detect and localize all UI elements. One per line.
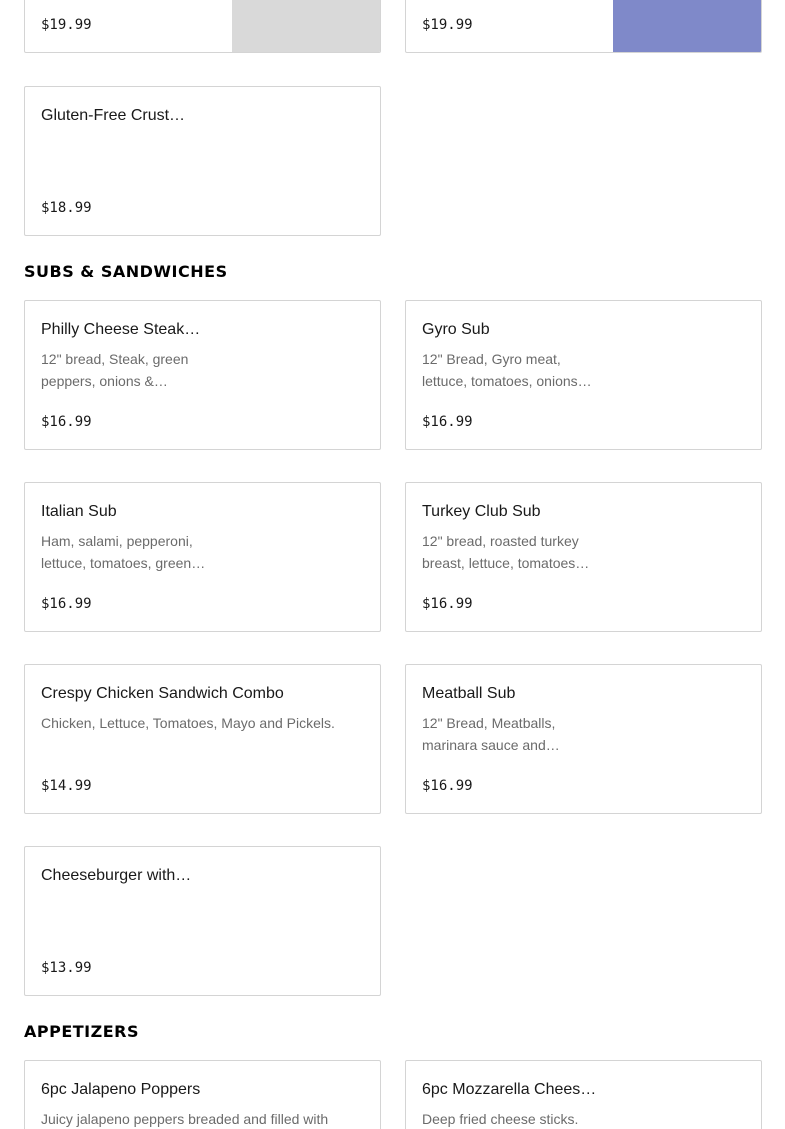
menu-item-card[interactable] [405,482,762,632]
item-price: $16.99 [422,414,473,430]
item-price: $14.99 [41,778,92,794]
menu-item-card[interactable] [405,664,762,814]
item-name: Cheeseburger with… [41,867,192,884]
item-name: Philly Cheese Steak… [41,321,201,338]
item-price: $16.99 [41,414,92,430]
menu-item-card[interactable] [405,300,762,450]
section-title-subs: SUBS & SANDWICHES [24,262,228,281]
item-name: Gyro Sub [422,321,490,338]
item-description: Juicy jalapeno peppers breaded and filled with [41,1111,329,1127]
item-name: Turkey Club Sub [422,503,541,520]
menu-item-card[interactable] [24,300,381,450]
pizza-photo [232,0,380,52]
item-description: 12" Bread, Gyro meat, lettuce, tomatoes, onions… [422,351,592,389]
menu-item-card[interactable] [405,1060,762,1129]
menu-item-card[interactable] [24,1060,381,1129]
menu-item-card[interactable] [24,664,381,814]
item-name: Crespy Chicken Sandwich Combo [41,685,284,702]
menu-item-card[interactable] [24,846,381,996]
item-name: Italian Sub [41,503,117,520]
menu-item-card[interactable] [24,0,381,53]
item-description: Ham, salami, pepperoni, lettuce, tomatoes, green… [41,533,206,571]
item-name: 6pc Jalapeno Poppers [41,1081,201,1098]
item-price: $16.99 [422,778,473,794]
pizza-photo [613,0,761,52]
item-description: 12" bread, Steak, green peppers, onions &… [41,351,189,389]
item-price: $13.99 [41,960,92,976]
item-name: 6pc Mozzarella Chees… [422,1081,597,1098]
item-description: 12" Bread, Meatballs, marinara sauce and… [422,715,560,753]
menu-item-card[interactable] [24,482,381,632]
section-title-appetizers: APPETIZERS [24,1022,140,1041]
item-price: $16.99 [41,596,92,612]
item-name: Gluten-Free Crust… [41,107,186,124]
item-name: Meatball Sub [422,685,516,702]
item-price: $18.99 [41,200,92,216]
item-price: $19.99 [41,17,92,33]
menu-item-card[interactable] [405,0,762,53]
item-description: Chicken, Lettuce, Tomatoes, Mayo and Pickels. [41,715,335,731]
item-description: Deep fried cheese sticks. [422,1111,579,1127]
item-price: $19.99 [422,17,473,33]
menu-item-card[interactable] [24,86,381,236]
item-description: 12" bread, roasted turkey breast, lettuce, tomatoes… [422,533,590,571]
item-price: $16.99 [422,596,473,612]
